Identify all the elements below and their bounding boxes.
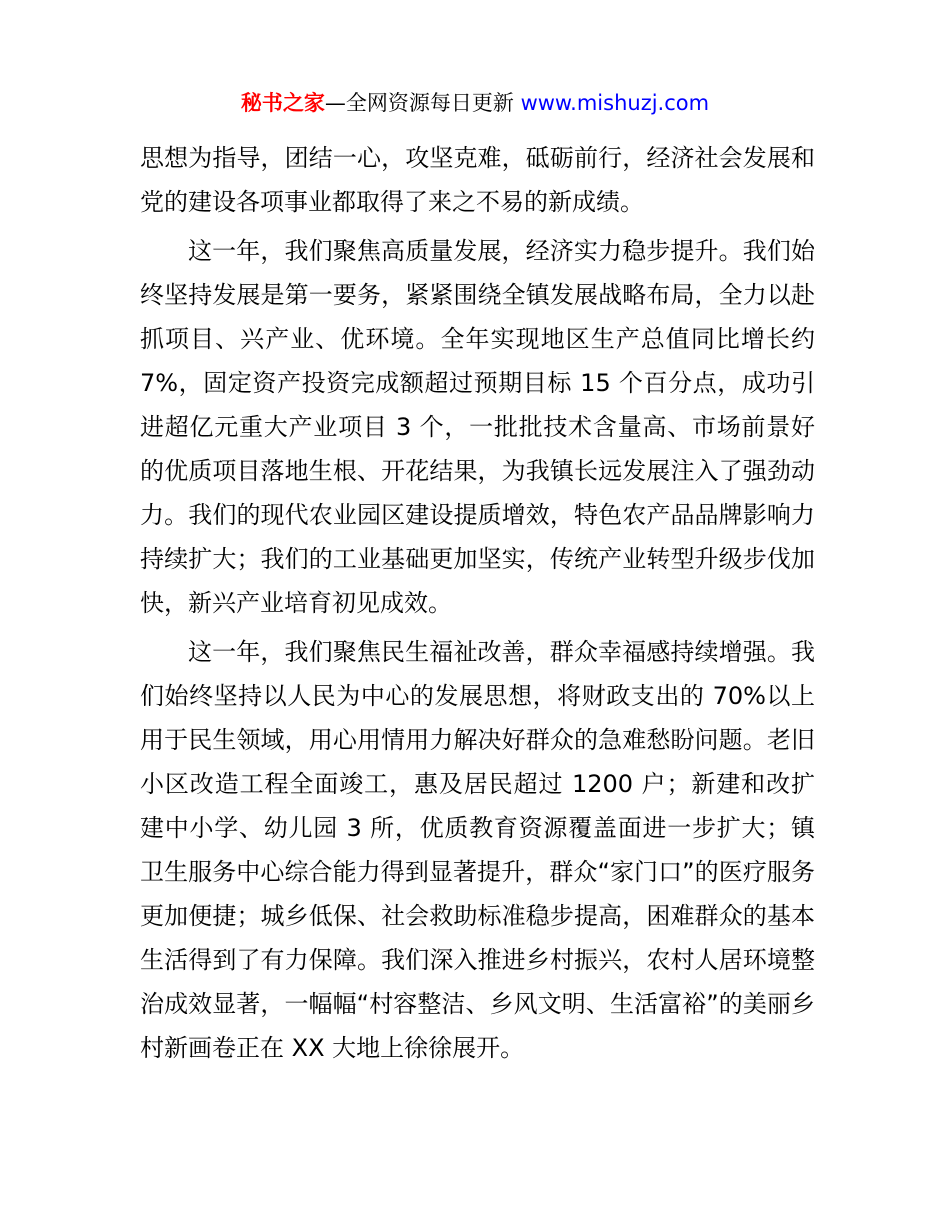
document-body [140, 136, 815, 1070]
header-tagline: —全网资源每日更新 [324, 91, 521, 115]
paragraph-economy: 这一年，我们聚焦高质量发展，经济实力稳步提升。我们始终坚持发展是第一要务，紧紧围绕全镇发展战略布局，全力以赴抓项目、兴产业、优环境。全年实现地区生产总值同比增长约 7%，固定资产投资完成额超过预期目标 15 个百分点，成功引进超亿元重大产业项目 3 个，一批批技术含量高、市场前景好的优质项目落地生根、开花结果，为我镇长远发展注入了强劲动力。我们的现代农业园区建设提质增效，特色农产品品牌影响力持续扩大；我们的工业基础更加坚实，传统产业转型升级步伐加快，新兴产业培育初见成效。 [140, 237, 815, 617]
website-url[interactable]: www.mishuzj.com [520, 91, 710, 115]
page-header [0, 88, 950, 118]
paragraph-continued: 思想为指导，团结一心，攻坚克难，砥砺前行，经济社会发展和党的建设各项事业都取得了来之不易的新成绩。 [140, 144, 815, 216]
brand-name: 秘书之家 [240, 91, 325, 115]
paragraph-livelihood: 这一年，我们聚焦民生福祉改善，群众幸福感持续增强。我们始终坚持以人民为中心的发展思想，将财政支出的 70%以上用于民生领域，用心用情用力解决好群众的急难愁盼问题。老旧小区改造工程全面竣工，惠及居民超过 1200 户；新建和改扩建中小学、幼儿园 3 所，优质教育资源覆盖面进一步扩大；镇卫生服务中心综合能力得到显著提升，群众“家门口”的医疗服务更加便捷；城乡低保、社会救助标准稳步提高，困难群众的基本生活得到了有力保障。我们深入推进乡村振兴，农村人居环境整治成效显著，一幅幅“村容整洁、乡风文明、生活富裕”的美丽乡村新画卷正在 XX 大地上徐徐展开。 [140, 638, 815, 1062]
